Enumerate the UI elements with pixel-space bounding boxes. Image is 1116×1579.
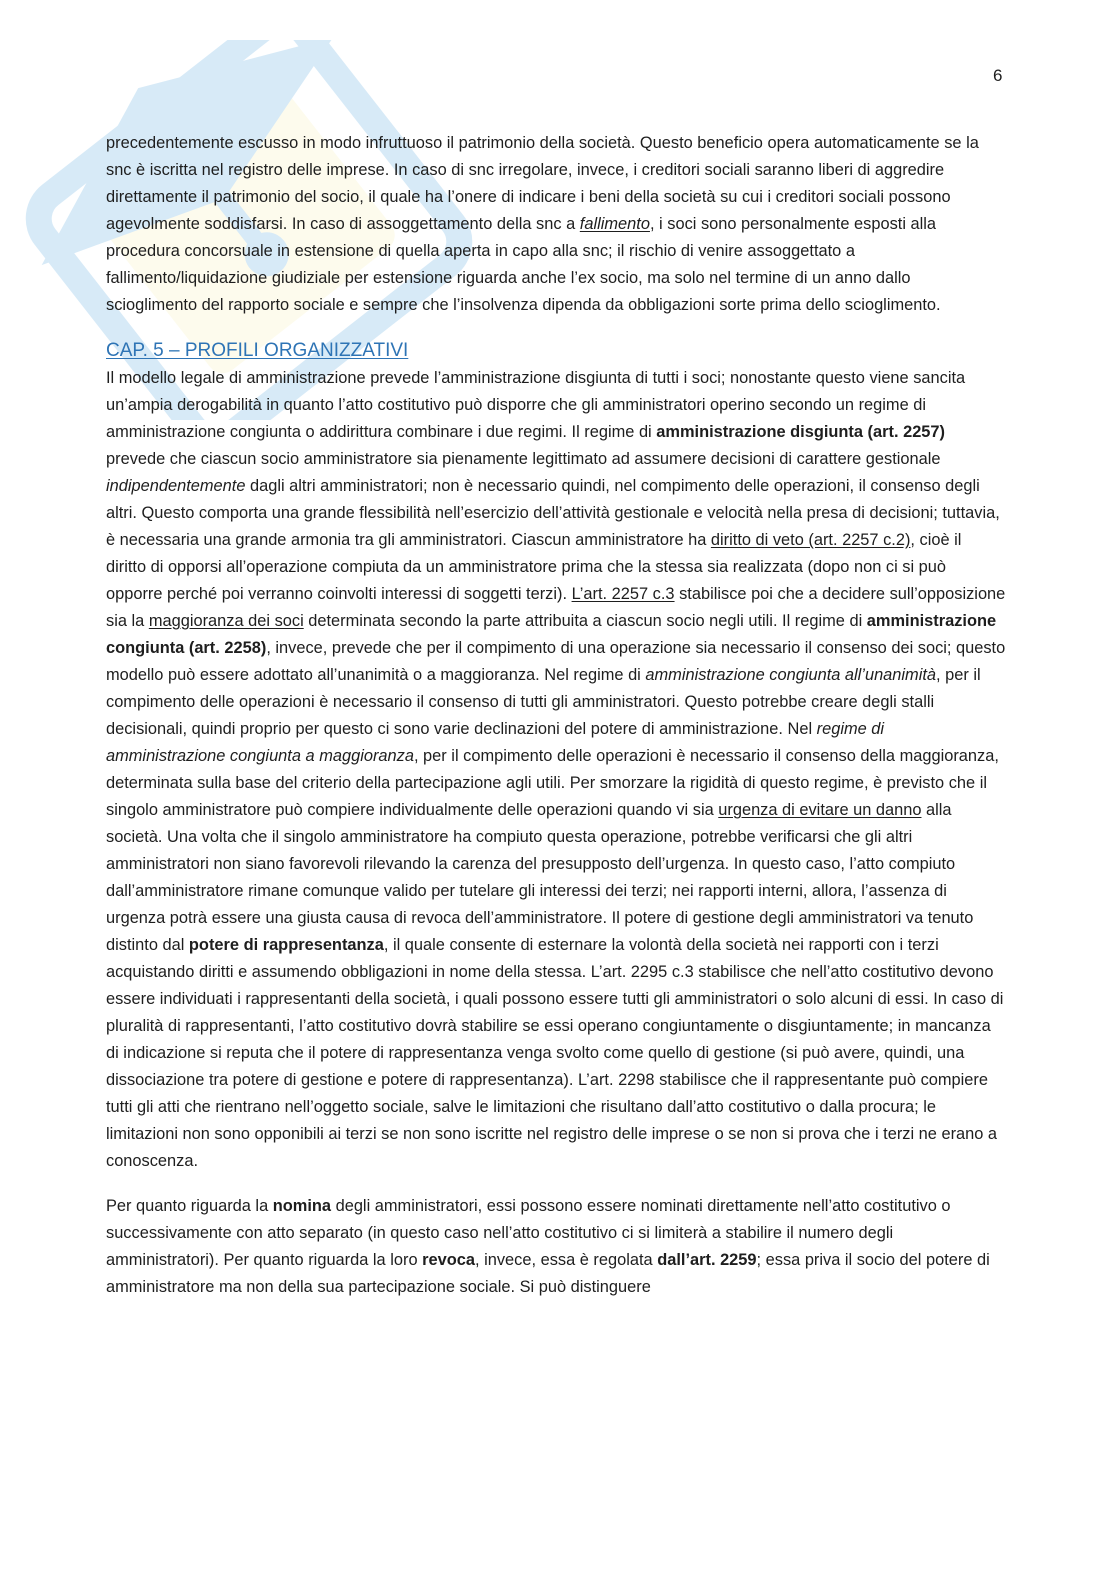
- underlined-term: diritto di veto (art. 2257 c.2): [710, 531, 911, 549]
- paragraph-intro: [106, 130, 1006, 319]
- bold-term: revoca: [422, 1251, 475, 1269]
- text-run: , cioè il diritto di opporsi all’operazione compiuta da un amministratore prima che la stessa sia realizzata (dopo non ci si può opporre perché poi verranno coinvolti interessi di soggetti terzi).: [106, 531, 962, 603]
- text-run: Il modello legale di amministrazione prevede l’amministrazione disgiunta di tutti i soci; nonostante questo viene sancita un’ampia derogabilità in quanto l’atto costitutivo può disporre che gli amministratori operino secondo un regime di amministrazione congiunta o addirittura combinare i due regimi. Il regime di: [106, 369, 966, 441]
- paragraph-spacer: [106, 1175, 1006, 1193]
- paragraph-last: [106, 1193, 1006, 1301]
- underlined-term: L’art. 2257 c.3: [571, 585, 675, 603]
- underlined-term: urgenza di evitare un danno: [718, 801, 922, 819]
- paragraph-main: [106, 365, 1006, 1175]
- text-run: stabilisce poi che a decidere sull’opposizione sia la: [106, 585, 1006, 630]
- italic-term: amministrazione congiunta all’unanimità: [645, 666, 937, 684]
- italic-term: indipendentemente: [106, 477, 246, 495]
- bold-term: nomina: [272, 1197, 332, 1215]
- text-run: , invece, prevede che per il compimento di una operazione sia necessario il consenso dei soci; questo modello può essere adottato all’unanimità o a maggioranza. Nel regime di: [106, 639, 1006, 684]
- text-run: determinata secondo la parte attribuita a ciascun socio negli utili. Il regime di: [303, 612, 867, 630]
- underlined-term: maggioranza dei soci: [148, 612, 304, 630]
- bold-term: amministrazione congiunta (art. 2258): [106, 612, 997, 657]
- bold-term: amministrazione disgiunta (art. 2257): [656, 423, 945, 441]
- text-run: , invece, essa è regolata: [474, 1251, 658, 1269]
- text-run: , i soci sono personalmente esposti alla procedura concorsuale in estensione di quella aperta in capo alla snc; il rischio di venire assoggettato a fallimento/liquidazione giudiziale per estensione riguarda anche l’ex socio, ma solo nel termine di un anno dallo scioglimento del rapporto sociale e sempre che l’insolvenza dipenda da obbligazioni sorte prima dello scioglimento.: [106, 215, 941, 314]
- bold-term: dall’art. 2259: [657, 1251, 757, 1269]
- text-run: prevede che ciascun socio amministratore sia pienamente legittimato ad assumere decisioni di carattere gestionale: [106, 450, 941, 468]
- text-run: , il quale consente di esternare la volontà della società nei rapporti con i terzi acquistando diritti e assumendo obbligazioni in nome della stessa. L’art. 2295 c.3 stabilisce che nell’atto costitutivo devono essere individuati i rappresentanti della società, i quali possono essere tutti gli amministratori o solo alcuni di essi. In caso di pluralità di rappresentanti, l’atto costitutivo dovrà stabilire se essi operano congiuntamente o disgiuntamente; in mancanza di indicazione si reputa che il potere di rappresentanza venga svolto come quello di gestione (si può avere, quindi, una dissociazione tra potere di gestione e potere di rappresentanza). L’art. 2298 stabilisce che il rappresentante può compiere tutti gli atti che rientrano nell’oggetto sociale, salve le limitazioni che risultano dall’atto costitutivo o dalla procura; le limitazioni non sono opponibili ai terzi se non sono iscritte nel registro delle imprese o se non si prova che i terzi ne erano a conoscenza.: [106, 936, 1004, 1170]
- bold-term: potere di rappresentanza: [188, 936, 384, 954]
- term-fallimento: fallimento: [579, 215, 650, 233]
- text-run: precedentemente escusso in modo infruttuoso il patrimonio della società. Questo beneficio opera automaticamente se la snc è iscritta nel registro delle imprese. In caso di snc irregolare, invece, i creditori sociali saranno liberi di aggredire direttamente il patrimonio del socio, il quale ha l’onere di indicare i beni della società su cui i creditori sociali possono agevolmente soddisfarsi. In caso di assoggettamento della snc a: [106, 134, 979, 233]
- italic-term: regime di amministrazione congiunta a maggioranza: [106, 720, 885, 765]
- text-run: Per quanto riguarda la: [106, 1197, 273, 1215]
- page-body: [106, 130, 1006, 1301]
- text-run: , per il compimento delle operazioni è necessario il consenso della maggioranza, determinata sulla base del criterio della partecipazione agli utili. Per smorzare la rigidità di questo regime, è previsto che il singolo amministratore può compiere individualmente delle operazioni quando vi sia: [106, 747, 999, 819]
- chapter-heading: CAP. 5 – PROFILI ORGANIZZATIVI: [106, 340, 409, 361]
- text-run: degli amministratori, essi possono essere nominati direttamente nell’atto costitutivo o successivamente con atto separato (in questo caso nell’atto costitutivo ci si limiterà a stabilire il numero degli amministratori). Per quanto riguarda la loro: [106, 1197, 951, 1269]
- text-run: alla società. Una volta che il singolo amministratore ha compiuto questa operazione, potrebbe verificarsi che gli altri amministratori non siano favorevoli rilevando la carenza del presupposto dell’urgenza. In questo caso, l’atto compiuto dall’amministratore rimane comunque valido per tutelare gli interessi dei terzi; nei rapporti interni, allora, l’assenza di urgenza potrà essere una giusta causa di revoca dell’amministratore. Il potere di gestione degli amministratori va tenuto distinto dal: [106, 801, 974, 954]
- text-run: ; essa priva il socio del potere di amministratore ma non della sua partecipazione sociale. Si può distinguere: [106, 1251, 990, 1296]
- text-run: , per il compimento delle operazioni è necessario il consenso di tutti gli amministratori. Questo potrebbe creare degli stalli decisionali, quindi proprio per questo ci sono varie declinazioni del potere di amministrazione. Nel: [106, 666, 981, 738]
- page-number: 6: [993, 66, 1003, 85]
- text-run: dagli altri amministratori; non è necessario quindi, nel compimento delle operazioni, il consenso degli altri. Questo comporta una grande flessibilità nell’esercizio dell’attività gestionale e velocità nella presa di decisioni; tuttavia, è necessaria una grande armonia tra gli amministratori. Ciascun amministratore ha: [106, 477, 1000, 549]
